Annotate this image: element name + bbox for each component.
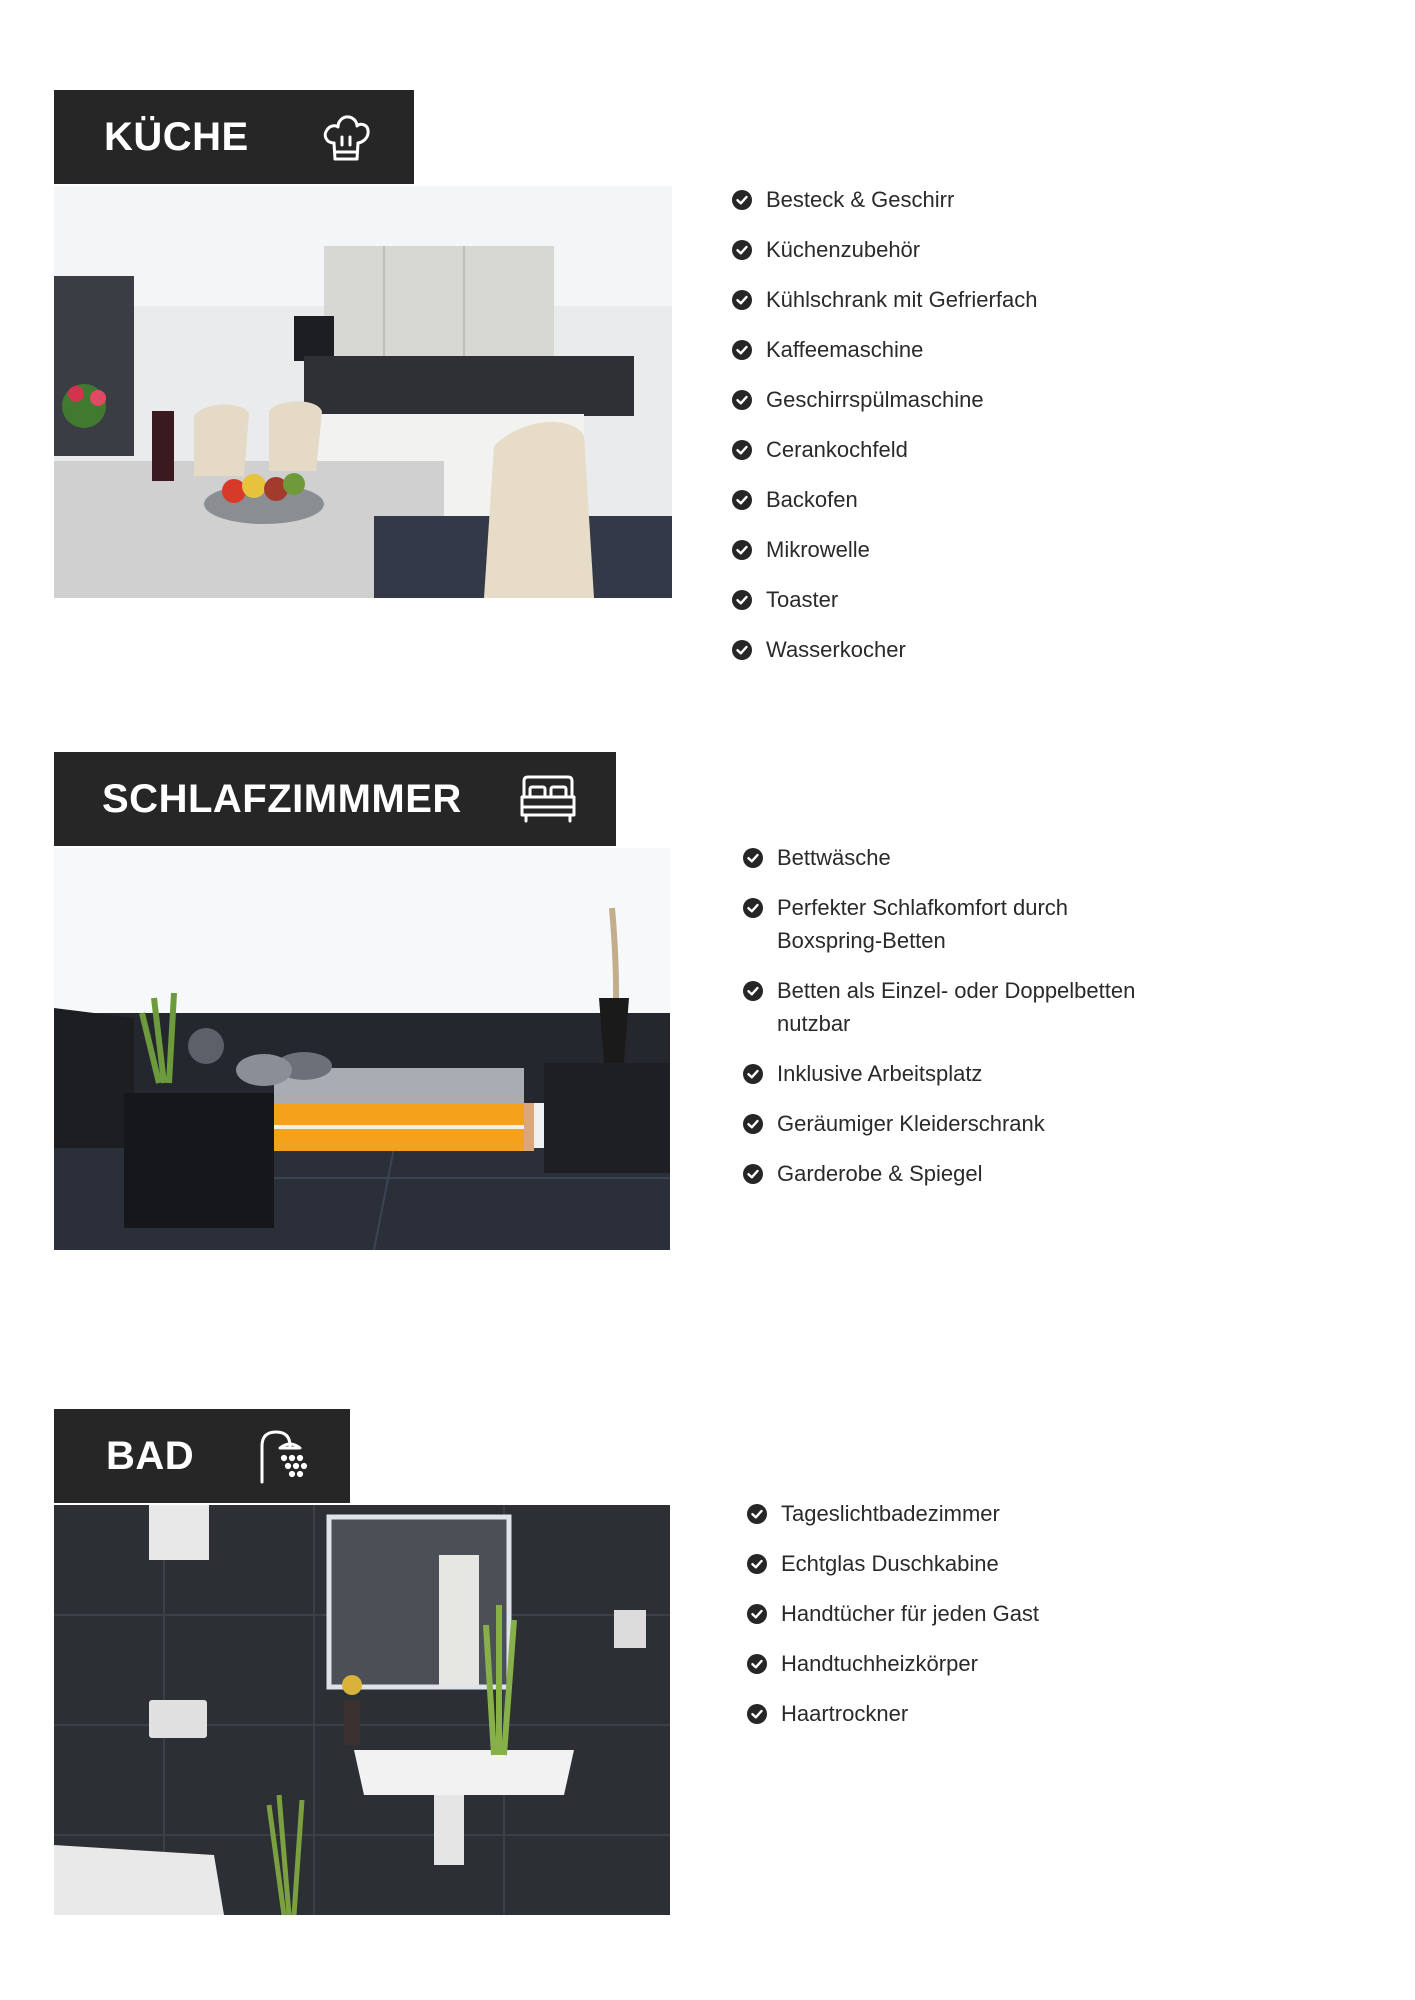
list-item xyxy=(732,483,1037,516)
feature-text: Inklusive Arbeitsplatz xyxy=(777,1061,983,1086)
feature-text: Kühlschrank mit Gefrierfach xyxy=(766,287,1038,312)
list-item xyxy=(747,1647,1039,1680)
feature-text: Besteck & Geschirr xyxy=(766,187,955,212)
check-circle-icon xyxy=(732,190,752,210)
list-item xyxy=(743,841,1157,874)
feature-text: Backofen xyxy=(766,487,858,512)
feature-text: Haartrockner xyxy=(781,1701,909,1726)
check-circle-icon xyxy=(732,390,752,410)
bathroom-photo xyxy=(54,1505,670,1915)
feature-text: Betten als Einzel- oder Doppelbetten nutzbar xyxy=(777,978,1136,1036)
check-circle-icon xyxy=(743,1064,763,1084)
feature-list xyxy=(747,1497,1039,1730)
feature-text: Handtücher für jeden Gast xyxy=(781,1601,1040,1626)
section-header xyxy=(54,90,414,184)
check-circle-icon xyxy=(732,440,752,460)
section-title: KÜCHE xyxy=(104,114,249,159)
list-item xyxy=(743,1157,1157,1190)
bed-icon xyxy=(518,769,578,829)
check-circle-icon xyxy=(747,1704,767,1724)
feature-text: Mikrowelle xyxy=(766,537,870,562)
list-item xyxy=(732,583,1037,616)
feature-list xyxy=(732,183,1037,666)
feature-list xyxy=(743,841,1157,1190)
list-item xyxy=(747,1697,1039,1730)
feature-text: Wasserkocher xyxy=(766,637,906,662)
list-item xyxy=(747,1497,1039,1530)
feature-text: Bettwäsche xyxy=(777,845,891,870)
check-circle-icon xyxy=(732,490,752,510)
feature-text: Kaffeemaschine xyxy=(766,337,924,362)
list-item xyxy=(732,183,1037,216)
check-circle-icon xyxy=(732,640,752,660)
chef-hat-icon xyxy=(316,107,376,167)
check-circle-icon xyxy=(747,1654,767,1674)
list-item xyxy=(743,1107,1157,1140)
check-circle-icon xyxy=(732,240,752,260)
check-circle-icon xyxy=(743,1164,763,1184)
check-circle-icon xyxy=(732,290,752,310)
feature-text: Geräumiger Kleiderschrank xyxy=(777,1111,1045,1136)
section-header xyxy=(54,752,616,846)
kitchen-photo xyxy=(54,186,672,598)
check-circle-icon xyxy=(743,848,763,868)
list-item xyxy=(732,233,1037,266)
feature-text: Geschirrspülmaschine xyxy=(766,387,984,412)
list-item xyxy=(747,1547,1039,1580)
check-circle-icon xyxy=(747,1504,767,1524)
list-item xyxy=(743,891,1157,957)
check-circle-icon xyxy=(747,1604,767,1624)
check-circle-icon xyxy=(732,590,752,610)
check-circle-icon xyxy=(743,898,763,918)
list-item xyxy=(732,633,1037,666)
feature-text: Tageslichtbadezimmer xyxy=(781,1501,1000,1526)
list-item xyxy=(747,1597,1039,1630)
list-item xyxy=(743,1057,1157,1090)
feature-text: Handtuchheizkörper xyxy=(781,1651,978,1676)
feature-text: Perfekter Schlafkomfort durch Boxspring-Betten xyxy=(777,895,1069,953)
check-circle-icon xyxy=(747,1554,767,1574)
shower-icon xyxy=(254,1426,314,1486)
list-item xyxy=(732,533,1037,566)
section-title: BAD xyxy=(106,1433,195,1478)
check-circle-icon xyxy=(732,340,752,360)
check-circle-icon xyxy=(732,540,752,560)
check-circle-icon xyxy=(743,981,763,1001)
list-item xyxy=(732,333,1037,366)
list-item xyxy=(732,283,1037,316)
feature-text: Küchenzubehör xyxy=(766,237,921,262)
feature-text: Cerankochfeld xyxy=(766,437,908,462)
list-item xyxy=(732,433,1037,466)
feature-text: Garderobe & Spiegel xyxy=(777,1161,983,1186)
list-item xyxy=(743,974,1157,1040)
feature-text: Toaster xyxy=(766,587,839,612)
section-title: SCHLAFZIMMMER xyxy=(102,776,462,821)
bedroom-photo xyxy=(54,848,670,1250)
check-circle-icon xyxy=(743,1114,763,1134)
feature-text: Echtglas Duschkabine xyxy=(781,1551,999,1576)
list-item xyxy=(732,383,1037,416)
section-header xyxy=(54,1409,350,1503)
